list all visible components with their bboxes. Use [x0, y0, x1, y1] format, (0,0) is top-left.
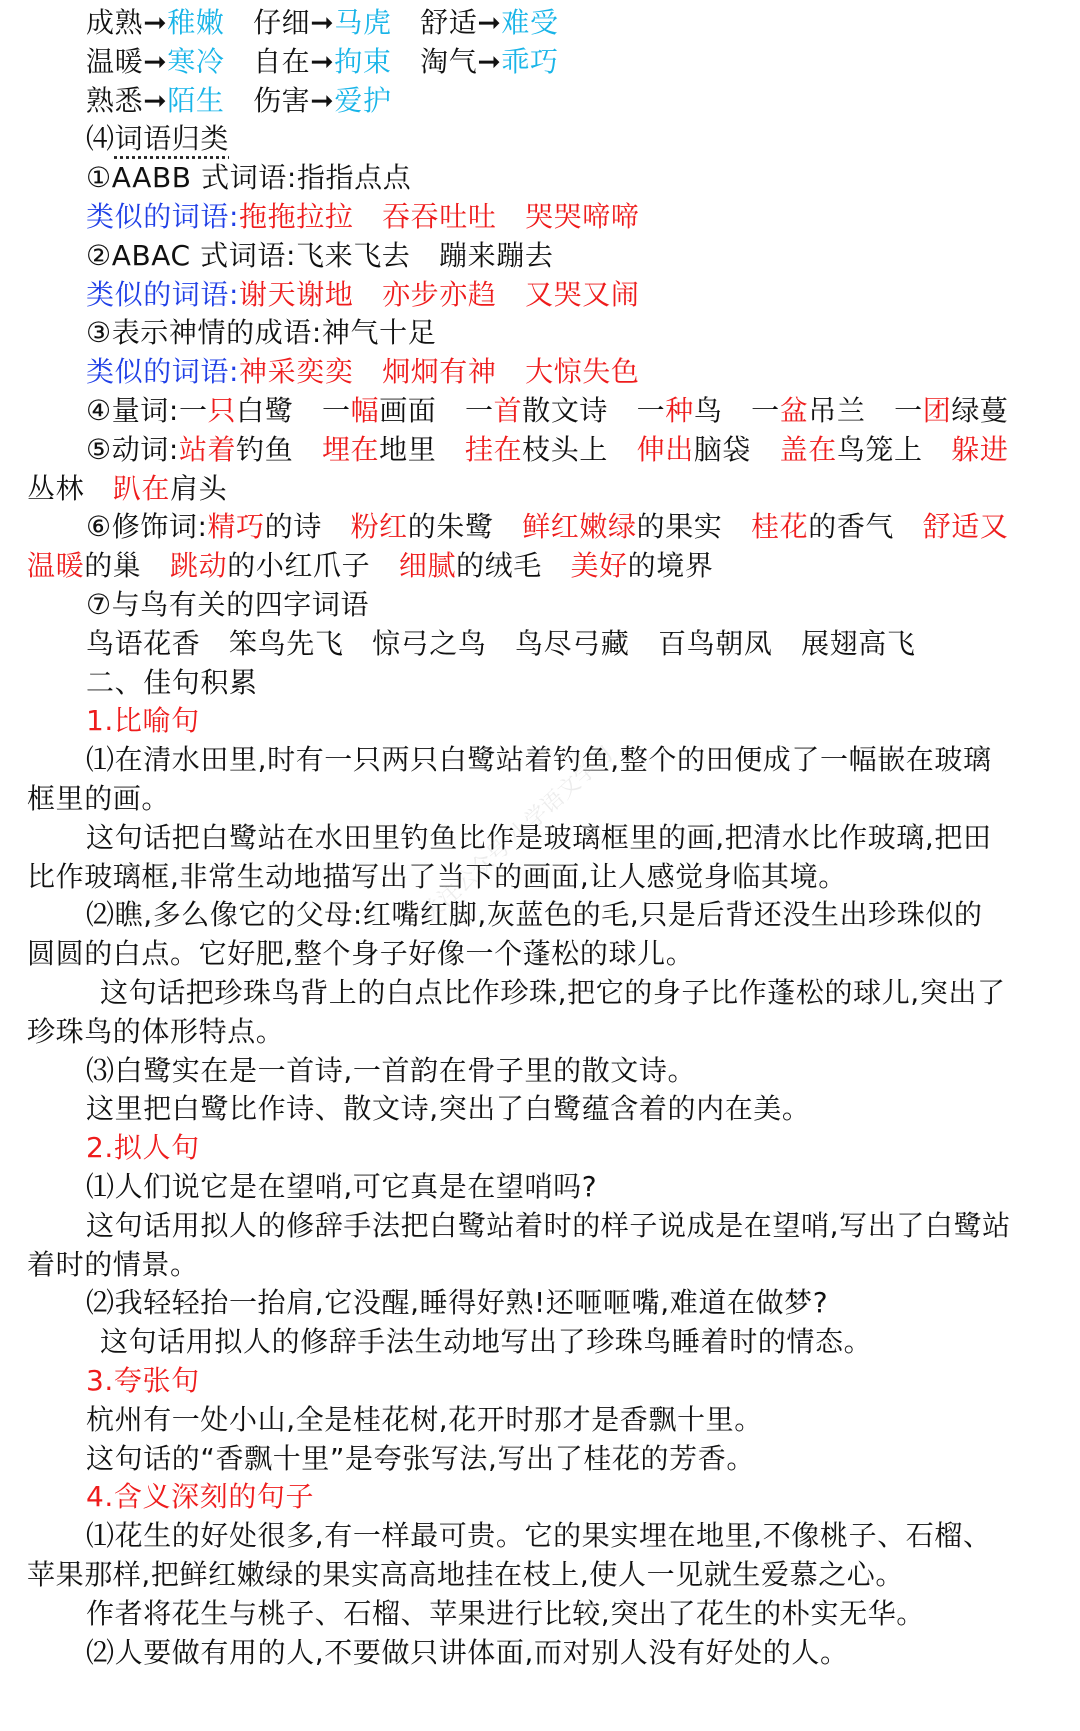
- paragraph: [0, 1168, 1080, 1206]
- antonym-answer: 陌生: [167, 83, 225, 117]
- measure-noun: 白鹭: [236, 394, 294, 427]
- modifier-word: 美好: [570, 549, 628, 583]
- spacer: [353, 278, 382, 311]
- paragraph-cont-text: 圆圆的白点。它好肥,整个身子好像一个蓬松的球儿。: [27, 937, 695, 971]
- verb-word: 盖在: [779, 432, 837, 466]
- verb-line-cont: [0, 470, 1080, 508]
- antonym-answer: 乖巧: [501, 44, 559, 78]
- spacer: [353, 200, 382, 233]
- antonym-word: 成熟: [86, 6, 144, 39]
- simile-title-text: 1.比喻句: [86, 704, 200, 738]
- similar-word: 神采奕奕: [239, 355, 354, 389]
- spacer: [436, 394, 465, 427]
- similar-word: 亦步亦趋: [382, 277, 497, 311]
- modifier-noun: 的诗: [264, 510, 322, 544]
- modifier-word: 粉红: [350, 510, 408, 544]
- section-title-text: 二、佳句积累: [86, 665, 258, 699]
- spacer: [496, 355, 525, 388]
- modifier-word: 精巧: [207, 510, 265, 544]
- measure-one: 一: [465, 394, 494, 427]
- arrow-icon: ➞: [310, 6, 335, 39]
- personification-title-text: 2.拟人句: [86, 1131, 200, 1165]
- similar-label: 类似的词语:: [86, 355, 240, 389]
- aabb-line: [0, 159, 1080, 197]
- similar-word: 拖拖拉拉: [239, 200, 354, 233]
- aabb-text: ①AABB 式词语:指指点点: [86, 161, 412, 195]
- arrow-icon: ➞: [143, 83, 168, 117]
- measure-word: 盆: [779, 394, 809, 427]
- spacer: [224, 6, 253, 39]
- modifier-word: 桂花: [751, 510, 809, 544]
- spacer: [629, 627, 658, 660]
- paragraph: [0, 1090, 1080, 1128]
- paragraph: [0, 1284, 1080, 1322]
- paragraph: [0, 741, 1080, 779]
- spacer: [772, 627, 801, 660]
- paragraph: [0, 1401, 1080, 1439]
- antonym-word: 舒适: [420, 6, 478, 39]
- measure-word: 幅: [350, 394, 380, 427]
- hyperbole-title: [0, 1362, 1080, 1400]
- verb-word: 埋在: [321, 432, 380, 466]
- antonym-word: 自在: [253, 44, 311, 78]
- measure-one: 一: [321, 394, 351, 427]
- modifier-noun: 的朱鹭: [407, 510, 494, 544]
- spacer: [608, 394, 637, 427]
- bird-words-row: [0, 625, 1080, 663]
- measure-line: [0, 392, 1080, 430]
- spacer: [494, 510, 523, 543]
- paragraph-cont: [0, 935, 1080, 973]
- modifier-word: 温暖: [27, 549, 85, 583]
- paragraph-text: 这句话的“香飘十里”是夸张写法,写出了桂花的芳香。: [86, 1441, 755, 1475]
- bird-heading-text: ⑦与鸟有关的四字词语: [86, 588, 370, 621]
- paragraph: [0, 1052, 1080, 1090]
- hyperbole-title-text: 3.夸张句: [86, 1364, 200, 1397]
- verb-label: ⑤动词:: [86, 432, 179, 466]
- heading-number: ⑷: [86, 122, 115, 156]
- measure-word: 团: [922, 394, 952, 427]
- verb-object: 钓鱼: [236, 432, 294, 466]
- paragraph-cont-text: 着时的情景。: [27, 1247, 199, 1281]
- arrow-icon: ➞: [143, 44, 168, 78]
- measure-word: 种: [665, 394, 694, 427]
- modifier-line: [0, 508, 1080, 546]
- verb-word: 伸出: [636, 432, 694, 466]
- spacer: [496, 278, 525, 311]
- paragraph-cont-text: 框里的画。: [27, 782, 171, 815]
- antonym-word: 伤害: [253, 83, 311, 117]
- spacer: [486, 627, 515, 660]
- paragraph-text: 这里把白鹭比作诗、散文诗,突出了白鹭蕴含着的内在美。: [86, 1092, 811, 1126]
- paragraph-cont-text: 苹果那样,把鲜红嫩绿的果实高高地挂在枝上,使人一见就生爱慕之心。: [27, 1558, 905, 1591]
- similar-word: 谢天谢地: [239, 277, 354, 311]
- paragraph-text: ⑵瞧,多么像它的父母:红嘴红脚,灰蓝色的毛,只是后背还没生出珍珠似的: [86, 898, 983, 932]
- modifier-noun: 的绒毛: [456, 549, 542, 583]
- paragraph-text: ⑴人们说它是在望哨,可它真是在望哨吗?: [86, 1170, 598, 1203]
- spacer: [496, 200, 525, 233]
- paragraph-text: 这句话把白鹭站在水田里钓鱼比作是玻璃框里的画,把清水比作玻璃,把田: [86, 820, 992, 854]
- bird-word: 百鸟朝凤: [658, 626, 773, 660]
- measure-word: 只: [207, 394, 237, 427]
- paragraph-cont: [0, 1556, 1080, 1594]
- modifier-line-cont: [0, 547, 1080, 585]
- modifier-noun: 的小红爪子: [227, 549, 371, 583]
- modifier-word: 舒适又: [922, 510, 1009, 544]
- spacer: [322, 510, 351, 543]
- measure-noun: 绿蔓: [951, 394, 1009, 427]
- paragraph: [0, 1207, 1080, 1245]
- antonym-word: 淘气: [420, 44, 478, 78]
- classify-heading: [0, 120, 1080, 158]
- paragraph-text: ⑴花生的好处很多,有一样最可贵。它的果实埋在地里,不像桃子、石榴、: [86, 1519, 992, 1553]
- bird-word: 鸟语花香: [86, 626, 201, 660]
- paragraph-text: 这句话把珍珠鸟背上的白点比作珍珠,把它的身子比作蓬松的球儿,突出了: [100, 976, 1006, 1009]
- antonym-answer: 爱护: [334, 83, 392, 117]
- paragraph-cont-text: 比作玻璃框,非常生动地描写出了当下的画面,让人感觉身临其境。: [27, 859, 847, 893]
- verb-word: 站着: [178, 432, 237, 466]
- antonym-word: 仔细: [253, 6, 311, 39]
- bird-word: 鸟尽弓藏: [515, 626, 630, 660]
- similar-words-row: [0, 198, 1080, 236]
- measure-noun: 画面: [379, 394, 437, 427]
- spacer: [200, 627, 229, 660]
- arrow-icon: ➞: [310, 44, 335, 78]
- similar-word: 吞吞吐吐: [382, 200, 497, 233]
- similar-word: 哭哭啼啼: [525, 200, 640, 233]
- verb-word: 趴在: [112, 471, 171, 505]
- paragraph-cont: [0, 1246, 1080, 1284]
- verb-object: 地里: [379, 432, 437, 466]
- paragraph: [0, 974, 1080, 1012]
- spacer: [343, 627, 372, 660]
- spacer: [224, 45, 253, 78]
- idiom-text: ③表示神情的成语:神气十足: [86, 316, 437, 350]
- paragraph: [0, 819, 1080, 857]
- verb-object: 丛林: [27, 471, 85, 505]
- spacer: [392, 45, 421, 78]
- arrow-icon: ➞: [477, 6, 502, 39]
- modifier-word: 跳动: [170, 549, 228, 583]
- section-title: [0, 664, 1080, 702]
- bird-word: 笨鸟先飞: [229, 626, 344, 660]
- arrow-icon: ➞: [310, 83, 335, 117]
- antonym-answer: 马虎: [334, 6, 392, 39]
- spacer: [293, 394, 322, 427]
- spacer: [293, 433, 322, 466]
- arrow-icon: ➞: [477, 44, 502, 78]
- paragraph: [0, 1323, 1080, 1361]
- spacer: [722, 510, 751, 543]
- verb-object: 脑袋: [693, 432, 751, 466]
- antonym-answer: 寒冷: [167, 44, 225, 78]
- abac-line: [0, 237, 1080, 275]
- paragraph-text: 杭州有一处小山,全是桂花树,花开时那才是香飘十里。: [86, 1402, 763, 1436]
- measure-noun: 鸟: [693, 394, 723, 427]
- verb-word: 躲进: [951, 432, 1009, 466]
- spacer: [542, 549, 571, 582]
- similar-words-row: [0, 353, 1080, 391]
- similar-words-row: [0, 276, 1080, 314]
- modifier-label: ⑥修饰词:: [86, 510, 208, 544]
- modifier-noun: 的果实: [636, 510, 723, 544]
- paragraph-text: 作者将花生与桃子、石榴、苹果进行比较,突出了花生的朴实无华。: [86, 1596, 925, 1630]
- verb-line: [0, 431, 1080, 469]
- profound-title-text: 4.含义深刻的句子: [86, 1480, 315, 1514]
- spacer: [84, 472, 113, 505]
- paragraph-text: ⑵人要做有用的人,不要做只讲体面,而对别人没有好处的人。: [86, 1635, 849, 1669]
- antonym-word: 温暖: [86, 44, 144, 78]
- spacer: [923, 433, 952, 466]
- paragraph-cont: [0, 1013, 1080, 1051]
- antonym-row: [0, 43, 1080, 81]
- spacer: [751, 433, 780, 466]
- measure-label: ④量词:: [86, 394, 179, 427]
- paragraph: [0, 1634, 1080, 1672]
- paragraph: [0, 896, 1080, 934]
- bird-word: 惊弓之鸟: [372, 626, 487, 660]
- paragraph-cont-text: 珍珠鸟的体形特点。: [27, 1014, 285, 1048]
- spacer: [722, 394, 751, 427]
- similar-word: 炯炯有神: [382, 355, 497, 389]
- simile-title: [0, 702, 1080, 740]
- spacer: [224, 84, 253, 117]
- spacer: [392, 6, 421, 39]
- measure-word: 首: [493, 394, 523, 427]
- measure-noun: 散文诗: [522, 394, 609, 427]
- watermark: 关注公众号 小学语文学习: [416, 741, 619, 927]
- verb-word: 挂在: [464, 432, 523, 466]
- spacer: [370, 549, 399, 582]
- spacer: [353, 355, 382, 388]
- paragraph-text: 这句话用拟人的修辞手法生动地写出了珍珠鸟睡着时的情态。: [100, 1325, 873, 1359]
- paragraph-text: ⑶白鹭实在是一首诗,一首韵在骨子里的散文诗。: [86, 1053, 697, 1087]
- spacer: [436, 433, 465, 466]
- paragraph: [0, 1595, 1080, 1633]
- antonym-row: [0, 82, 1080, 120]
- modifier-noun: 的巢: [84, 549, 142, 583]
- personification-title: [0, 1129, 1080, 1167]
- measure-one: 一: [894, 394, 923, 427]
- spacer: [866, 394, 895, 427]
- antonym-row: [0, 4, 1080, 42]
- modifier-noun: 的境界: [627, 549, 714, 583]
- measure-one: 一: [751, 394, 780, 427]
- modifier-word: 鲜红嫩绿: [522, 510, 637, 544]
- verb-object: 枝头上: [522, 432, 608, 466]
- similar-label: 类似的词语:: [86, 277, 240, 311]
- profound-title: [0, 1478, 1080, 1516]
- arrow-icon: ➞: [143, 6, 168, 39]
- similar-word: 大惊失色: [525, 355, 640, 389]
- spacer: [894, 510, 923, 543]
- paragraph-text: ⑴在清水田里,时有一只两只白鹭站着钓鱼,整个的田便成了一幅嵌在玻璃: [86, 743, 992, 777]
- verb-object: 鸟笼上: [836, 432, 923, 466]
- paragraph-cont: [0, 858, 1080, 896]
- bird-word: 展翅高飞: [801, 626, 916, 660]
- similar-word: 又哭又闹: [525, 277, 640, 311]
- modifier-noun: 的香气: [808, 510, 895, 544]
- spacer: [141, 549, 170, 582]
- bird-heading: [0, 586, 1080, 624]
- paragraph: [0, 1440, 1080, 1478]
- similar-label: 类似的词语:: [86, 200, 240, 233]
- measure-one: 一: [178, 394, 208, 427]
- antonym-word: 熟悉: [86, 83, 144, 117]
- antonym-answer: 稚嫩: [167, 6, 225, 39]
- heading-text: 词语归类: [114, 122, 230, 156]
- abac-text: ②ABAC 式词语:飞来飞去 蹦来蹦去: [86, 238, 554, 272]
- antonym-answer: 难受: [501, 6, 559, 39]
- paragraph-cont: [0, 780, 1080, 818]
- verb-object: 肩头: [170, 471, 228, 505]
- idiom-line: [0, 314, 1080, 352]
- paragraph-text: ⑵我轻轻抬一抬肩,它没醒,睡得好熟!还咂咂嘴,难道在做梦?: [86, 1286, 829, 1320]
- paragraph: [0, 1517, 1080, 1555]
- measure-noun: 吊兰: [808, 394, 866, 427]
- antonym-answer: 拘束: [334, 44, 392, 78]
- measure-one: 一: [636, 394, 666, 427]
- paragraph-text: 这句话用拟人的修辞手法把白鹭站着时的样子说成是在望哨,写出了白鹭站: [86, 1208, 1011, 1242]
- modifier-word: 细腻: [398, 549, 457, 583]
- spacer: [608, 433, 637, 466]
